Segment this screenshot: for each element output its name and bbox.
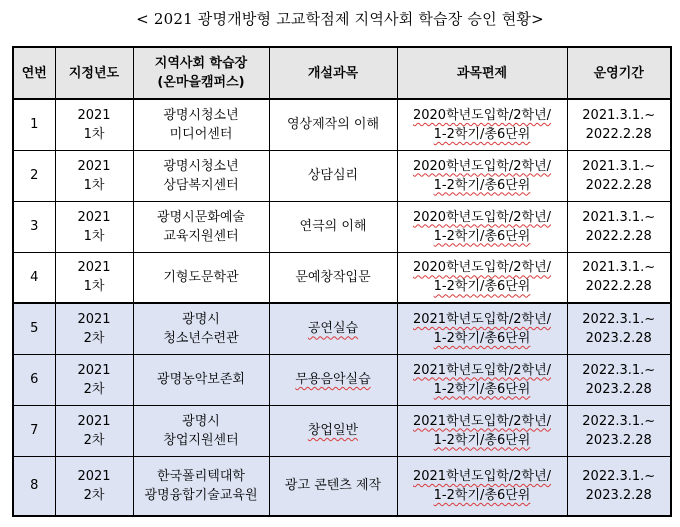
table-row bbox=[13, 252, 671, 303]
table-row bbox=[13, 150, 671, 201]
cell-period-line1: 2022.3.1.~ bbox=[582, 362, 656, 378]
cell-course-label: 연극의 이해 bbox=[299, 219, 367, 234]
cell-venue bbox=[133, 150, 269, 201]
cell-year-line1: 2021 bbox=[77, 158, 111, 174]
table-row bbox=[13, 201, 671, 252]
cell-structure bbox=[397, 150, 567, 201]
cell-course bbox=[269, 303, 397, 354]
cell-course-label: 창업일반 bbox=[307, 423, 359, 438]
cell-course-label: 상담심리 bbox=[307, 168, 359, 183]
cell-structure-line2: 1-2학기/총6단위 bbox=[433, 177, 531, 193]
cell-venue-line1: 기형도문학관 bbox=[163, 269, 239, 285]
cell-structure-line1: 2020학년도입학/2학년/ bbox=[412, 158, 552, 174]
table-caption: < 2021 광명개방형 고교학점제 지역사회 학습장 승인 현황> bbox=[136, 10, 544, 28]
cell-year-line2: 2차 bbox=[83, 432, 105, 448]
cell-period bbox=[567, 252, 671, 303]
cell-period-line2: 2022.2.28 bbox=[585, 279, 652, 295]
cell-year-line1: 2021 bbox=[77, 260, 111, 276]
cell-venue bbox=[133, 252, 269, 303]
cell-period-line1: 2021.3.1.~ bbox=[582, 260, 656, 276]
cell-structure bbox=[397, 456, 567, 516]
cell-structure-line1: 2021학년도입학/2학년/ bbox=[412, 468, 552, 484]
cell-structure-line1: 2020학년도입학/2학년/ bbox=[412, 209, 552, 225]
cell-structure-line1: 2021학년도입학/2학년/ bbox=[412, 311, 552, 327]
cell-year bbox=[55, 354, 133, 405]
cell-no: 3 bbox=[13, 201, 55, 252]
cell-venue-line1: 광명시 bbox=[182, 413, 220, 429]
cell-year bbox=[55, 252, 133, 303]
cell-venue bbox=[133, 405, 269, 456]
cell-period bbox=[567, 150, 671, 201]
cell-period bbox=[567, 303, 671, 354]
cell-period bbox=[567, 201, 671, 252]
cell-venue-line1: 광명시청소년 bbox=[163, 158, 239, 174]
cell-venue-line2: 교육지원센터 bbox=[163, 228, 239, 244]
cell-year-line1: 2021 bbox=[77, 362, 111, 378]
cell-year-line1: 2021 bbox=[77, 107, 111, 123]
header-year: 지정년도 bbox=[55, 47, 133, 99]
cell-venue-line1: 한국폴리텍대학 bbox=[157, 468, 245, 484]
cell-year-line2: 1차 bbox=[83, 228, 105, 244]
table-row bbox=[13, 456, 671, 516]
cell-venue bbox=[133, 99, 269, 150]
cell-structure-line2: 1-2학기/총6단위 bbox=[433, 432, 531, 448]
header-structure: 과목편제 bbox=[397, 47, 567, 99]
cell-period-line2: 2022.2.28 bbox=[585, 228, 652, 244]
cell-structure-line2: 1-2학기/총6단위 bbox=[433, 487, 531, 503]
cell-course bbox=[269, 405, 397, 456]
cell-course-label: 문예창작입문 bbox=[295, 269, 371, 285]
cell-course bbox=[269, 150, 397, 201]
cell-period-line2: 2023.2.28 bbox=[585, 330, 652, 346]
cell-venue-line1: 광명시문화예술 bbox=[157, 209, 245, 225]
cell-no: 6 bbox=[13, 354, 55, 405]
cell-structure-line2: 1-2학기/총6단위 bbox=[433, 279, 531, 295]
cell-year-line1: 2021 bbox=[77, 209, 111, 225]
cell-no: 5 bbox=[13, 303, 55, 354]
header-venue-line2: (온마을캠퍼스) bbox=[157, 75, 245, 90]
cell-course bbox=[269, 456, 397, 516]
cell-no: 7 bbox=[13, 405, 55, 456]
cell-period bbox=[567, 354, 671, 405]
cell-venue-line1: 광명시 bbox=[182, 311, 220, 327]
cell-period-line1: 2021.3.1.~ bbox=[582, 107, 656, 123]
cell-no: 4 bbox=[13, 252, 55, 303]
cell-year-line1: 2021 bbox=[77, 311, 111, 327]
cell-period-line2: 2022.2.28 bbox=[585, 177, 652, 193]
cell-structure bbox=[397, 354, 567, 405]
cell-structure-line2: 1-2학기/총6단위 bbox=[433, 126, 531, 142]
cell-period-line1: 2021.3.1.~ bbox=[582, 209, 656, 225]
cell-no: 8 bbox=[13, 456, 55, 516]
cell-structure bbox=[397, 303, 567, 354]
cell-year-line1: 2021 bbox=[77, 468, 111, 484]
cell-period-line2: 2022.2.28 bbox=[585, 126, 652, 142]
cell-venue bbox=[133, 303, 269, 354]
table-header-row bbox=[13, 47, 671, 99]
table-row bbox=[13, 303, 671, 354]
cell-course-label: 공연실습 bbox=[307, 321, 359, 337]
approval-status-table bbox=[12, 46, 672, 517]
cell-year-line2: 1차 bbox=[83, 279, 105, 295]
cell-structure-line2: 1-2학기/총6단위 bbox=[433, 228, 531, 244]
cell-period-line1: 2022.3.1.~ bbox=[582, 413, 656, 429]
cell-period bbox=[567, 405, 671, 456]
cell-course bbox=[269, 201, 397, 252]
cell-venue-line1: 광명농악보존회 bbox=[157, 372, 245, 387]
cell-year-line2: 2차 bbox=[83, 487, 105, 503]
cell-structure bbox=[397, 201, 567, 252]
header-venue bbox=[133, 47, 269, 99]
cell-year-line2: 1차 bbox=[83, 177, 105, 193]
cell-year bbox=[55, 405, 133, 456]
cell-structure-line2: 1-2학기/총6단위 bbox=[433, 381, 531, 397]
cell-year bbox=[55, 456, 133, 516]
cell-year bbox=[55, 99, 133, 150]
header-no: 연번 bbox=[13, 47, 55, 99]
cell-venue-line2: 광명융합기술교육원 bbox=[144, 487, 258, 503]
cell-course-label: 광고 콘텐츠 제작 bbox=[284, 478, 382, 494]
cell-course-label: 무용음악실습 bbox=[295, 372, 371, 387]
header-venue-line1: 지역사회 학습장 bbox=[154, 56, 248, 71]
cell-year bbox=[55, 303, 133, 354]
cell-year-line1: 2021 bbox=[77, 413, 111, 429]
cell-structure-line1: 2021학년도입학/2학년/ bbox=[412, 362, 552, 378]
header-period: 운영기간 bbox=[567, 47, 671, 99]
cell-period bbox=[567, 456, 671, 516]
cell-no: 2 bbox=[13, 150, 55, 201]
cell-venue-line2: 상담복지센터 bbox=[163, 177, 239, 193]
cell-period-line2: 2023.2.28 bbox=[585, 487, 652, 503]
cell-venue-line1: 광명시청소년 bbox=[163, 107, 239, 123]
cell-period-line1: 2022.3.1.~ bbox=[582, 468, 656, 484]
cell-venue bbox=[133, 456, 269, 516]
cell-structure-line1: 2020학년도입학/2학년/ bbox=[412, 260, 552, 276]
header-course: 개설과목 bbox=[269, 47, 397, 99]
cell-structure-line1: 2020학년도입학/2학년/ bbox=[412, 107, 552, 123]
cell-no: 1 bbox=[13, 99, 55, 150]
cell-year-line2: 1차 bbox=[83, 126, 105, 142]
cell-structure bbox=[397, 405, 567, 456]
cell-venue-line2: 창업지원센터 bbox=[163, 432, 239, 448]
cell-structure-line1: 2021학년도입학/2학년/ bbox=[412, 413, 552, 429]
cell-structure bbox=[397, 252, 567, 303]
cell-course bbox=[269, 252, 397, 303]
cell-year-line2: 2차 bbox=[83, 381, 105, 397]
cell-year-line2: 2차 bbox=[83, 330, 105, 346]
cell-course-label: 영상제작의 이해 bbox=[286, 117, 380, 133]
cell-course bbox=[269, 99, 397, 150]
cell-period-line2: 2023.2.28 bbox=[585, 381, 652, 397]
cell-period-line1: 2021.3.1.~ bbox=[582, 158, 656, 174]
cell-period-line2: 2023.2.28 bbox=[585, 432, 652, 448]
cell-period bbox=[567, 99, 671, 150]
cell-venue-line2: 청소년수련관 bbox=[163, 330, 239, 346]
cell-period-line1: 2022.3.1.~ bbox=[582, 311, 656, 327]
cell-venue-line2: 미디어센터 bbox=[169, 126, 233, 142]
cell-course bbox=[269, 354, 397, 405]
table-row bbox=[13, 99, 671, 150]
cell-year bbox=[55, 150, 133, 201]
table-row bbox=[13, 405, 671, 456]
cell-structure bbox=[397, 99, 567, 150]
cell-year bbox=[55, 201, 133, 252]
cell-venue bbox=[133, 354, 269, 405]
cell-venue bbox=[133, 201, 269, 252]
table-body bbox=[13, 99, 671, 516]
cell-structure-line2: 1-2학기/총6단위 bbox=[433, 330, 531, 346]
table-row bbox=[13, 354, 671, 405]
